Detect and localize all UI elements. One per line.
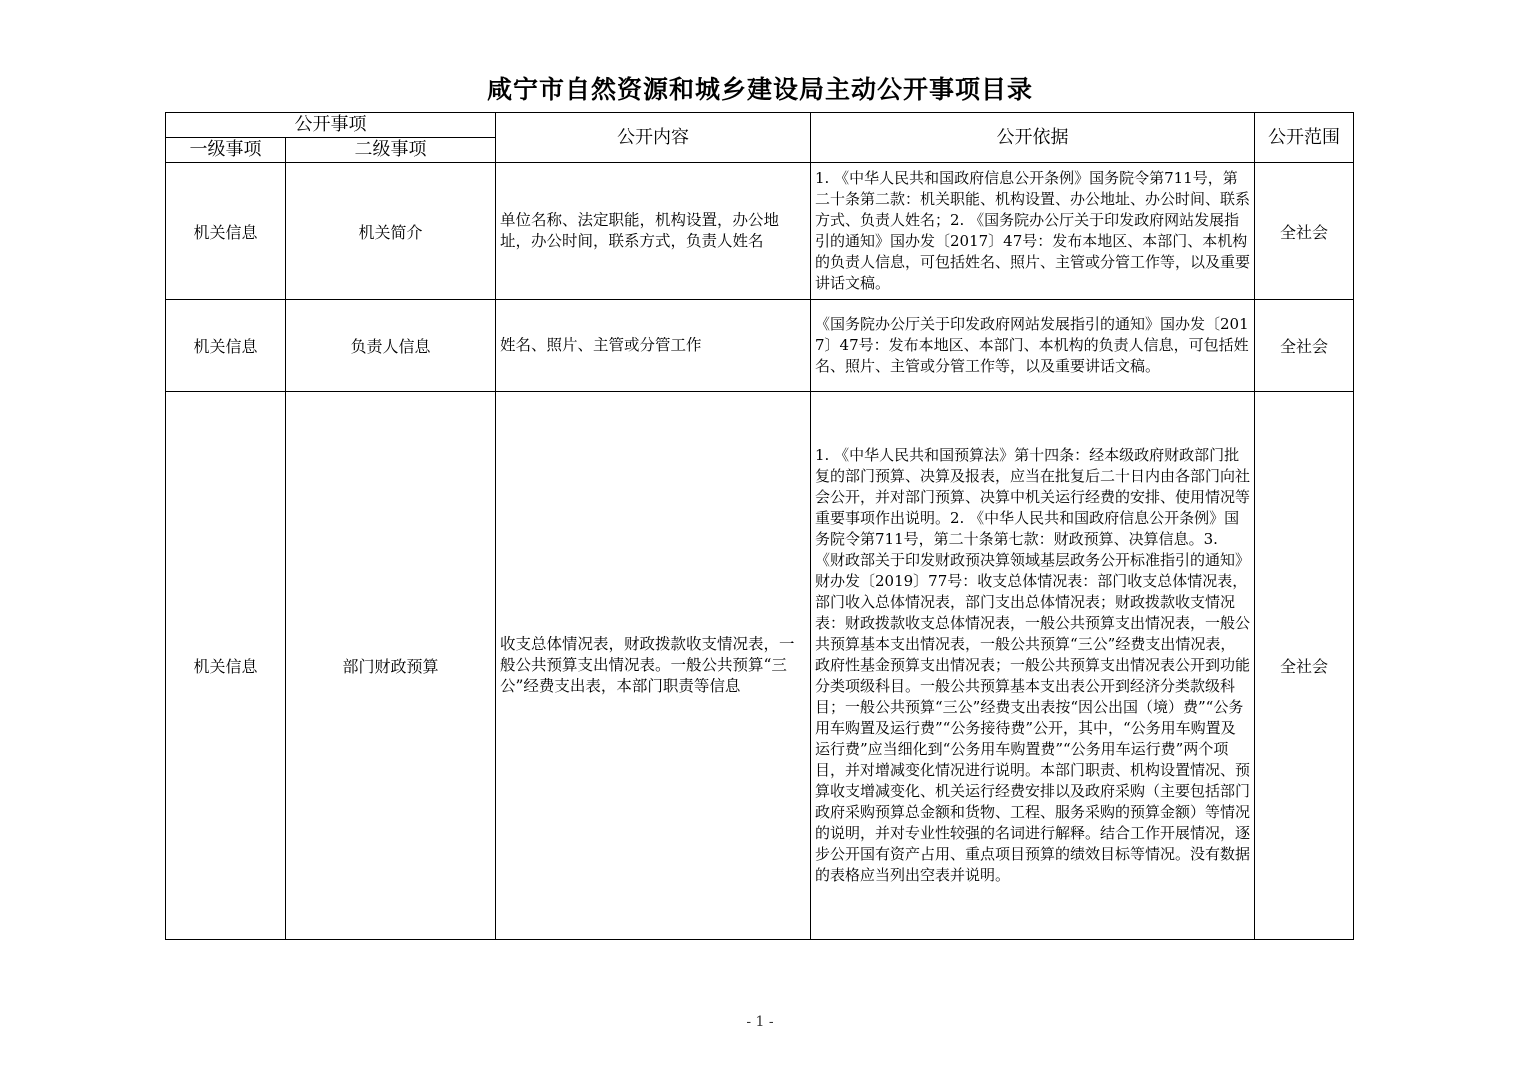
row-scope: 全社会: [1255, 392, 1354, 940]
page-number: - 1 -: [746, 1014, 774, 1030]
row-level1: 机关信息: [166, 392, 286, 940]
row-basis: 1. 《中华人民共和国政府信息公开条例》国务院令第711号，第二十条第二款：机关职能、机构设置、办公地址、办公时间、联系方式、负责人姓名；2. 《国务院办公厅关于印发政府网站发展指引的通知》国办发〔2017〕47号：发布本地区、本部门、本机构的负责人信息，可包括姓名、照片、主管或分管工作等，以及重要讲话文稿。: [811, 163, 1255, 300]
row-level2: 负责人信息: [286, 300, 496, 392]
table-row: [166, 163, 1354, 300]
table-row: [166, 392, 1354, 940]
header-scope: 公开范围: [1255, 113, 1354, 163]
table-row: [166, 300, 1354, 392]
header-basis: 公开依据: [811, 113, 1255, 163]
header-level1: 一级事项: [166, 138, 286, 163]
header-content: 公开内容: [496, 113, 811, 163]
row-basis: 《国务院办公厅关于印发政府网站发展指引的通知》国办发〔2017〕47号：发布本地区、本部门、本机构的负责人信息，可包括姓名、照片、主管或分管工作等，以及重要讲话文稿。: [811, 300, 1255, 392]
page-title: 咸宁市自然资源和城乡建设局主动公开事项目录: [486, 75, 1033, 104]
row-scope: 全社会: [1255, 300, 1354, 392]
row-level1: 机关信息: [166, 163, 286, 300]
row-content: 收支总体情况表，财政拨款收支情况表，一般公共预算支出情况表。一般公共预算“三公”经费支出表，本部门职责等信息: [496, 392, 811, 940]
row-content: 单位名称、法定职能，机构设置，办公地址，办公时间，联系方式，负责人姓名: [496, 163, 811, 300]
row-level2: 部门财政预算: [286, 392, 496, 940]
disclosure-table: [165, 112, 1354, 940]
row-scope: 全社会: [1255, 163, 1354, 300]
row-content: 姓名、照片、主管或分管工作: [496, 300, 811, 392]
header-level2: 二级事项: [286, 138, 496, 163]
row-basis: 1. 《中华人民共和国预算法》第十四条：经本级政府财政部门批复的部门预算、决算及报表，应当在批复后二十日内由各部门向社会公开，并对部门预算、决算中机关运行经费的安排、使用情况等重要事项作出说明。2. 《中华人民共和国政府信息公开条例》国务院令第711号，第二十条第七款：财政预算、决算信息。3. 《财政部关于印发财政预决算领域基层政务公开标准指引的通知》财办发〔2019〕77号：收支总体情况表：部门收支总体情况表，部门收入总体情况表，部门支出总体情况表；财政拨款收支情况表：财政拨款收支总体情况表，一般公共预算支出情况表，一般公共预算基本支出情况表，一般公共预算“三公”经费支出情况表，政府性基金预算支出情况表；一般公共预算支出情况表公开到功能分类项级科目。一般公共预算基本支出表公开到经济分类款级科目；一般公共预算“三公”经费支出表按“因公出国（境）费”“公务用车购置及运行费”“公务接待费”公开，其中，“公务用车购置及运行费”应当细化到“公务用车购置费”“公务用车运行费”两个项目，并对增减变化情况进行说明。本部门职责、机构设置情况、预算收支增减变化、机关运行经费安排以及政府采购（主要包括部门政府采购预算总金额和货物、工程、服务采购的预算金额）等情况的说明，并对专业性较强的名词进行解释。结合工作开展情况，逐步公开国有资产占用、重点项目预算的绩效目标等情况。没有数据的表格应当列出空表并说明。: [811, 392, 1255, 940]
header-group: 公开事项: [166, 113, 496, 138]
row-level1: 机关信息: [166, 300, 286, 392]
row-level2: 机关简介: [286, 163, 496, 300]
